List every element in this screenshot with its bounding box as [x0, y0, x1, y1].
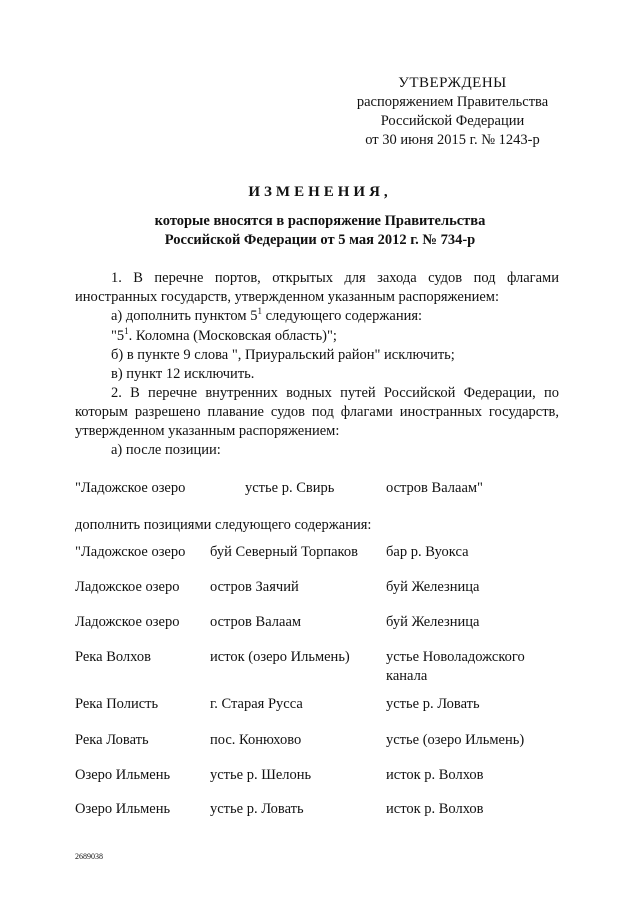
subtitle-line-1: которые вносятся в распоряжение Правительства [154, 213, 486, 229]
table-cell-route: "Ладожское озеро [75, 544, 186, 560]
table-cell-route: Ладожское озеро [75, 614, 180, 630]
quote-superscript: 1 [124, 326, 129, 336]
quote-text-pre: "5 [111, 328, 125, 344]
table-cell-route: Озеро Ильмень [75, 801, 171, 817]
table-cell-start: устье р. Шелонь [210, 767, 312, 783]
table-cell-start: пос. Конюхово [210, 732, 302, 748]
item-v: в) пункт 12 исключить. [111, 366, 255, 382]
table-cell-route: Река Волхов [75, 649, 151, 665]
approval-line-2: Российской Федерации [380, 113, 525, 129]
table-cell-end: устье (озеро Ильмень) [386, 732, 525, 748]
subtitle-line-2: Российской Федерации от 5 мая 2012 г. № 734-р [164, 232, 476, 248]
table-cell-start: устье р. Ловать [210, 801, 304, 817]
table-cell-start: остров Заячий [210, 579, 299, 595]
item-a-text-pre: а) дополнить пунктом 5 [111, 308, 258, 324]
position-col-3: остров Валаам" [386, 480, 483, 496]
table-cell-route: Река Ловать [75, 732, 149, 748]
document-title: ИЗМЕНЕНИЯ, [248, 184, 392, 200]
table-cell-end: исток р. Волхов [386, 801, 484, 817]
table-cell-end: буй Железница [386, 579, 480, 595]
table-cell-end: устье р. Ловать [386, 696, 480, 712]
paragraph-2: 2. В перечне внутренних водных путей Российской Федерации, по которым разрешено плавание судов под флагами иностранных государств, утвержденном указанным распоряжением: [75, 385, 559, 439]
table-cell-end: исток р. Волхов [386, 767, 484, 783]
item-a-superscript: 1 [257, 306, 262, 316]
position-col-2: устье р. Свирь [245, 480, 335, 496]
item-a-quote [111, 327, 337, 346]
table-cell-route: Озеро Ильмень [75, 767, 171, 783]
approval-line-3: от 30 июня 2015 г. № 1243-р [365, 132, 540, 148]
item-b: б) в пункте 9 слова ", Приуральский район" исключить; [111, 347, 455, 363]
approval-heading: УТВЕРЖДЕНЫ [398, 75, 507, 91]
table-cell-end: устье Новоладожского канала [386, 649, 525, 684]
table-cell-start: исток (озеро Ильмень) [210, 649, 350, 665]
add-positions-line: дополнить позициями следующего содержания: [75, 517, 372, 533]
document-subtitle [0, 212, 640, 250]
document-code: 2689038 [75, 852, 103, 861]
position-col-1: "Ладожское озеро [75, 480, 186, 496]
approval-line-1: распоряжением Правительства [356, 94, 549, 110]
table-cell-start: г. Старая Русса [210, 696, 303, 712]
table-cell-start: остров Валаам [210, 614, 302, 630]
item-a [111, 307, 422, 326]
table-cell-end: бар р. Вуокса [386, 544, 469, 560]
paragraph-1: 1. В перечне портов, открытых для захода судов под флагами иностранных государств, утвержденном указанным распоряжением: [75, 270, 559, 305]
item-a2: а) после позиции: [111, 442, 221, 458]
quote-text-post: . Коломна (Московская область)"; [128, 328, 337, 344]
table-cell-route: Ладожское озеро [75, 579, 180, 595]
item-a-text-post: следующего содержания: [261, 308, 423, 324]
table-cell-start: буй Северный Торпаков [210, 544, 358, 560]
table-cell-route: Река Полисть [75, 696, 159, 712]
table-cell-end: буй Железница [386, 614, 480, 630]
approval-stamp [345, 74, 560, 150]
